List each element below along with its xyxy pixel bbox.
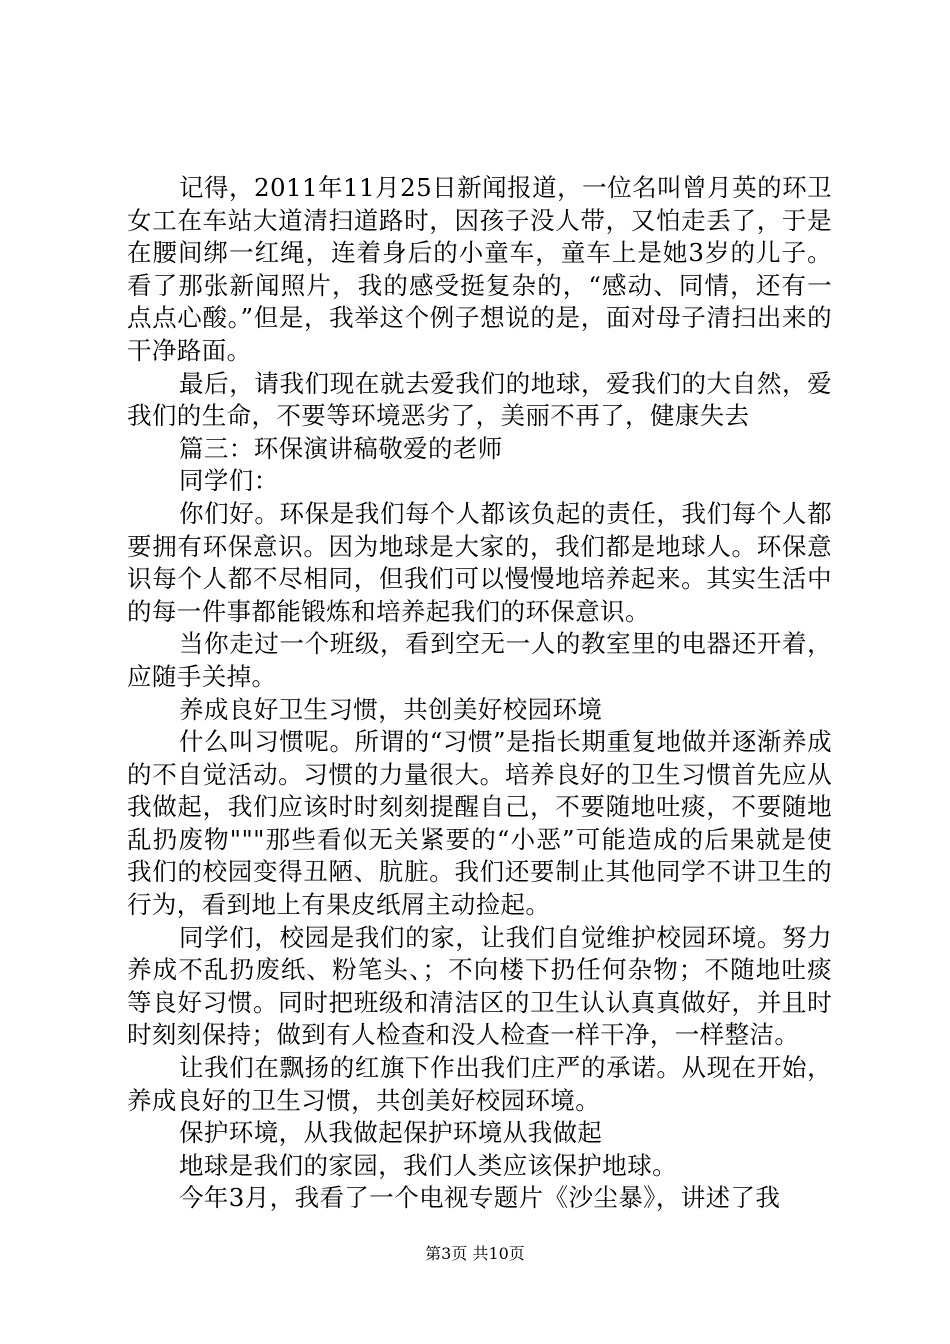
paragraph-intro: 你们好。环保是我们每个人都该负起的责任，我们每个人都要拥有环保意识。因为地球是大家的，我们都是地球人。环保意识每个人都不尽相同，但我们可以慢慢地培养起来。其实生活中的每一件事都能锻炼和培养起我们的环保意识。 (127, 498, 832, 626)
paragraph-promise: 让我们在飘扬的红旗下作出我们庄严的承诺。从现在开始，养成良好的卫生习惯，共创美好校园环境。 (127, 1053, 832, 1115)
paragraph-sandstorm: 今年3月，我看了一个电视专题片《沙尘暴》，讲述了我 (179, 1183, 781, 1213)
paragraph-news-report: 记得，2011年11月25日新闻报道，一位名叫曾月英的环卫女工在车站大道清扫道路时，因孩子没人带，又怕走丢了，于是在腰间绑一红绳，连着身后的小童车，童车上是她3岁的儿子。看了那张新闻照片，我的感受挺复杂的，“感动、同情，还有一点点心酸。”但是，我举这个例子想说的是，面对母子清扫出来的干净路面。 (127, 173, 832, 365)
paragraph-protect-heading: 保护环境，从我做起保护环境从我做起 (179, 1118, 603, 1148)
document-body (127, 172, 832, 1215)
page-footer: 第3页 共10页 (425, 1244, 525, 1263)
paragraph-earth-home: 地球是我们的家园，我们人类应该保护地球。 (179, 1150, 677, 1180)
paragraph-classroom: 当你走过一个班级，看到空无一人的教室里的电器还开着，应随手关掉。 (127, 629, 832, 691)
paragraph-habit: 什么叫习惯呢。所谓的“习惯”是指长期重复地做并逐渐养成的不自觉活动。习惯的力量很大。培养良好的卫生习惯首先应从我做起，我们应该时时刻刻提醒自己，不要随地吐痰，不要随地乱扔废物"""那些看似无关紧要的“小恶”可能造成的后果就是使我们的校园变得丑陋、肮脏。我们还要制止其他同学不讲卫生的行为，看到地上有果皮纸屑主动捡起。 (127, 727, 832, 920)
section-heading: 篇三：环保演讲稿敬爱的老师 (179, 433, 503, 463)
salutation: 同学们： (179, 466, 279, 496)
paragraph-conclusion: 最后，请我们现在就去爱我们的地球，爱我们的大自然，爱我们的生命，不要等环境恶劣了，美丽不再了，健康失去 (127, 368, 832, 431)
paragraph-campus: 同学们，校园是我们的家，让我们自觉维护校园环境。努力养成不乱扔废纸、粉笔头、；不向楼下扔任何杂物；不随地吐痰等良好习惯。同时把班级和清洁区的卫生认认真真做好，并且时时刻刻保持；做到有人检查和没人检查一样干净，一样整洁。 (127, 922, 832, 1050)
paragraph-subtitle: 养成良好卫生习惯，共创美好校园环境 (179, 694, 603, 724)
